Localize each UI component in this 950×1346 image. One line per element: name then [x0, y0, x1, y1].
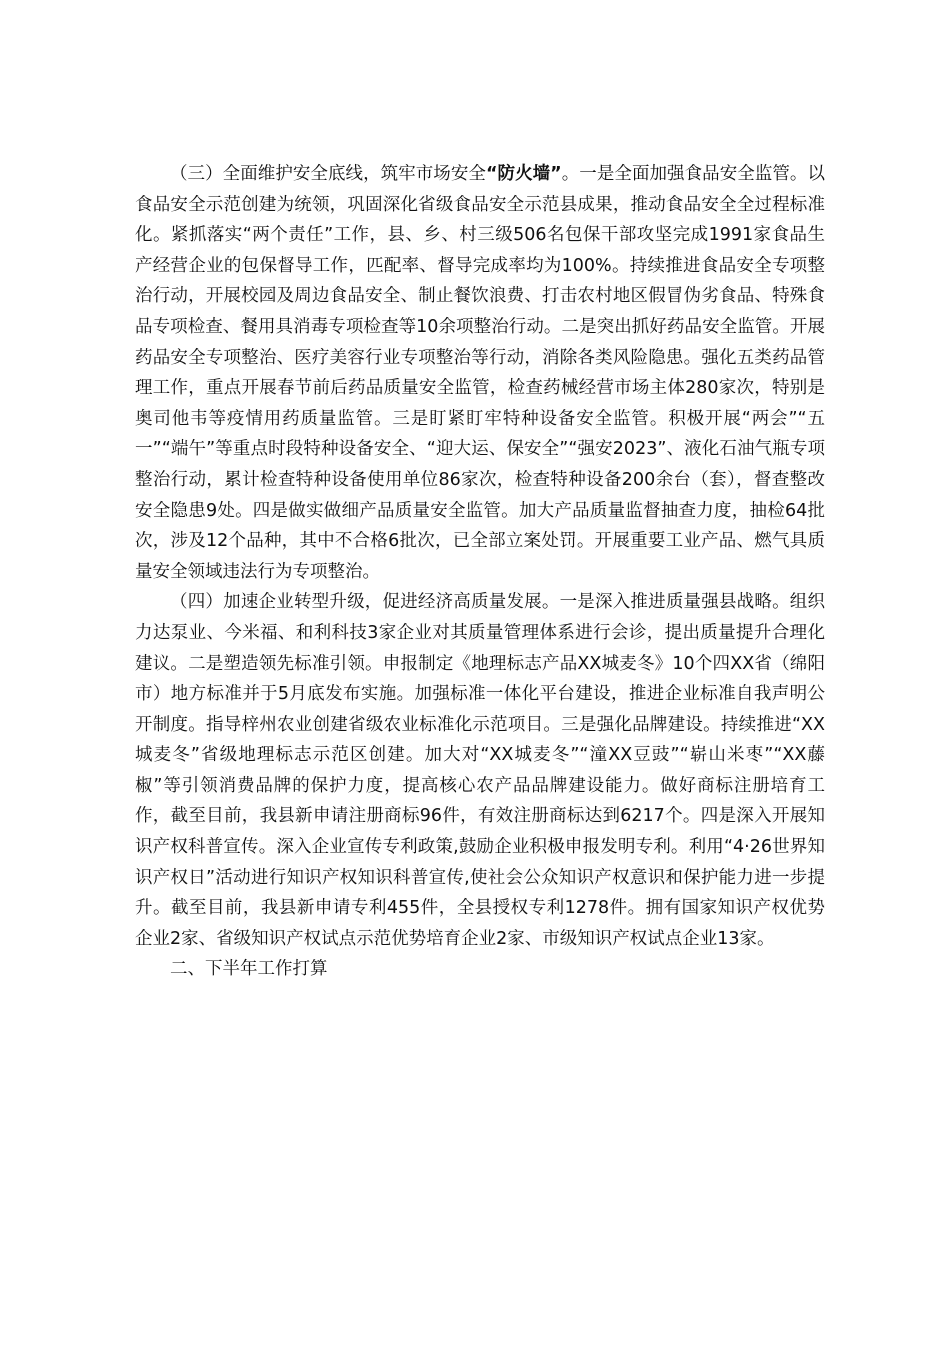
paragraph-market-safety-prefix: （三）全面维护安全底线，筑牢市场安全 [170, 164, 486, 184]
section-heading-second-half-plan: 二、下半年工作打算 [170, 959, 328, 980]
paragraph-market-safety [135, 159, 825, 587]
paragraph-enterprise-upgrade: （四）加速企业转型升级，促进经济高质量发展。一是深入推进质量强县战略。组织力达泵业、今米福、和利科技3家企业对其质量管理体系进行会诊，提出质量提升合理化建议。二是塑造领先标准引领。申报制定《地理标志产品XX城麦冬》10个四XX省（绵阳市）地方标准并于5月底发布实施。加强标准一体化平台建设，推进企业标准自我声明公开制度。指导梓州农业创建省级农业标准化示范项目。三是强化品牌建设。持续推进“XX城麦冬”省级地理标志示范区创建。加大对“XX城麦冬”“潼XX豆豉”“崭山米枣”“XX藤椒”等引领消费品牌的保护力度，提高核心农产品品牌建设能力。做好商标注册培育工作，截至目前，我县新申请注册商标96件，有效注册商标达到6217个。四是深入开展知识产权科普宣传。深入企业宣传专利政策,鼓励企业积极申报发明专利。利用“4·26世界知识产权日”活动进行知识产权知识科普宣传,使社会公众知识产权意识和保护能力进一步提升。截至目前，我县新申请专利455件，全县授权专利1278件。拥有国家知识产权优势企业2家、省级知识产权试点示范优势培育企业2家、市级知识产权试点企业13家。 [135, 592, 825, 949]
firewall-emphasis: “防火墙” [485, 164, 562, 184]
document-body [135, 159, 825, 985]
paragraph-market-safety-body: 。一是全面加强食品安全监管。以食品安全示范创建为统领，巩固深化省级食品安全示范县成果，推动食品安全全过程标准化。紧抓落实“两个责任”工作，县、乡、村三级506名包保干部攻坚完成1991家食品生产经营企业的包保督导工作，匹配率、督导完成率均为100%。持续推进食品安全专项整治行动，开展校园及周边食品安全、制止餐饮浪费、打击农村地区假冒伪劣食品、特殊食品专项检查、餐用具消毒专项检查等10余项整治行动。二是突出抓好药品安全监管。开展药品安全专项整治、医疗美容行业专项整治等行动，消除各类风险隐患。强化五类药品管理工作，重点开展春节前后药品质量安全监管，检查药械经营市场主体280家次，特别是奥司他韦等疫情用药质量监管。三是盯紧盯牢特种设备安全监管。积极开展“两会”“五一”“端午”等重点时段特种设备安全、“迎大运、保安全”“强安2023”、液化石油气瓶专项整治行动，累计检查特种设备使用单位86家次，检查特种设备200余台（套），督查整改安全隐患9处。四是做实做细产品质量安全监管。加大产品质量监督抽查力度，抽检64批次，涉及12个品种，其中不合格6批次，已全部立案处罚。开展重要工业产品、燃气具质量安全领域违法行为专项整治。 [135, 164, 825, 582]
